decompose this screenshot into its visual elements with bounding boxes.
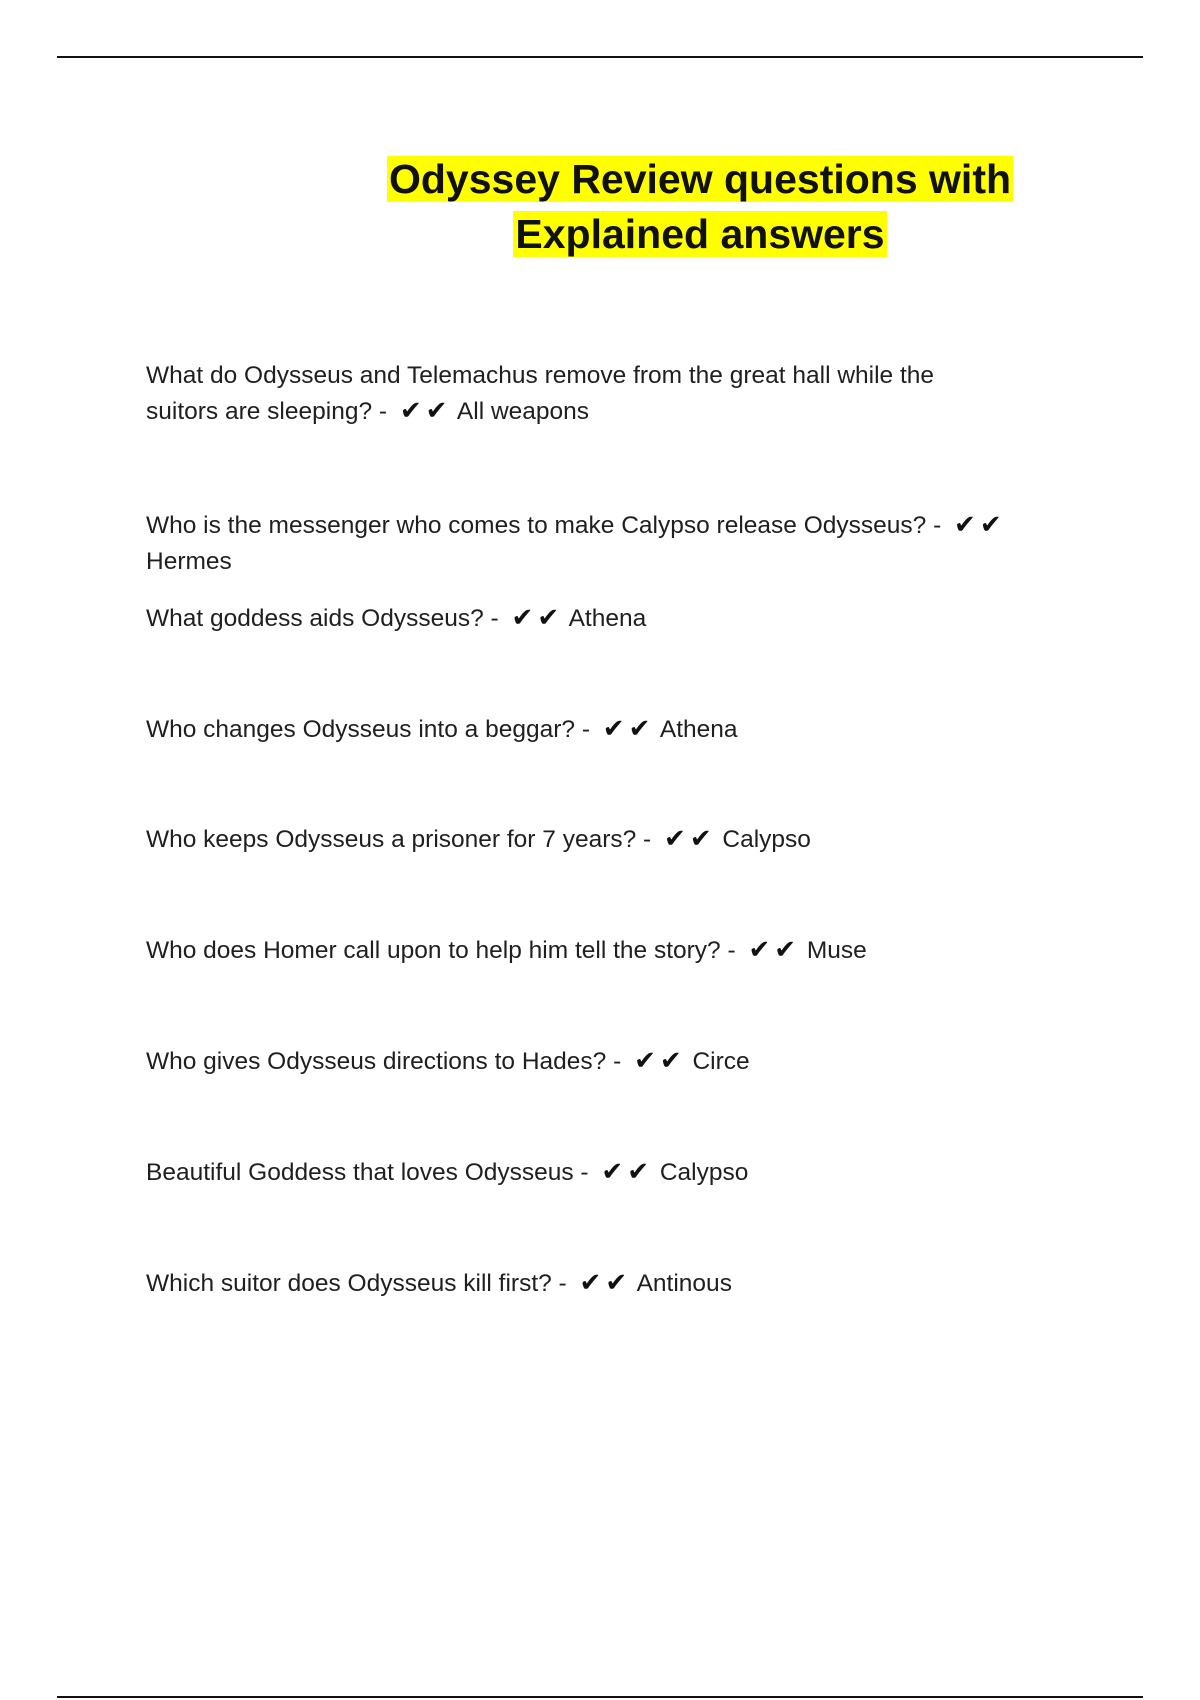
check-mark-icon: ✔ [954,510,976,540]
question-text: Who does Homer call upon to help him tell the story? - [146,937,736,964]
qa-item-1 [146,358,1006,430]
title-line-1: Odyssey Review questions with [388,156,1012,202]
header-rule [57,56,1143,58]
check-mark-icon: ✔ [425,396,448,426]
footer-rule [57,1696,1143,1698]
check-mark-icon: ✔ [979,510,1002,540]
qa-item-8 [146,1155,1006,1191]
title-line-2: Explained answers [515,211,885,257]
check-mark-icon: ✔ [664,824,686,854]
question-text: Who changes Odysseus into a beggar? - [146,716,590,743]
question-text: What goddess aids Odysseus? - [146,605,499,632]
check-mark-icon: ✔ [579,1268,602,1298]
answer-text: All weapons [456,398,590,425]
answer-text: Calypso [659,1159,749,1186]
qa-item-7 [146,1044,1006,1080]
answer-text: Circe [692,1048,750,1075]
answer-text: Calypso [722,826,811,853]
question-text: Beautiful Goddess that loves Odysseus - [146,1159,589,1186]
question-text: What do Odysseus and Telemachus remove from the great hall while the suitors are sleeping? - [146,362,935,425]
qa-item-3 [146,601,1006,637]
qa-item-9 [146,1266,1006,1302]
question-text: Which suitor does Odysseus kill first? - [146,1270,567,1297]
answer-text: Antinous [636,1270,732,1297]
answer-text: Muse [806,937,867,964]
check-mark-icon: ✔ [634,1046,656,1076]
qa-item-2 [146,508,1006,580]
check-mark-icon: ✔ [537,603,560,633]
question-text: Who is the messenger who comes to make Calypso release Odysseus? - [146,512,942,539]
check-mark-icon: ✔ [627,1157,649,1187]
question-text: Who keeps Odysseus a prisoner for 7 years? - [146,826,652,853]
check-mark-icon: ✔ [774,935,797,965]
answer-text: Athena [659,716,738,743]
check-mark-icon: ✔ [399,396,422,426]
check-mark-icon: ✔ [659,1046,682,1076]
question-text: Who gives Odysseus directions to Hades? - [146,1048,622,1075]
check-mark-icon: ✔ [748,935,771,965]
check-mark-icon: ✔ [511,603,534,633]
page-title [380,152,1020,262]
qa-item-4 [146,712,1006,748]
check-mark-icon: ✔ [689,824,712,854]
qa-item-5 [146,822,1006,858]
check-mark-icon: ✔ [605,1268,628,1298]
answer-text: Hermes [146,548,232,575]
qa-item-6 [146,933,1006,969]
answer-text: Athena [568,605,647,632]
check-mark-icon: ✔ [602,714,625,744]
check-mark-icon: ✔ [628,714,651,744]
check-mark-icon: ✔ [601,1157,624,1187]
